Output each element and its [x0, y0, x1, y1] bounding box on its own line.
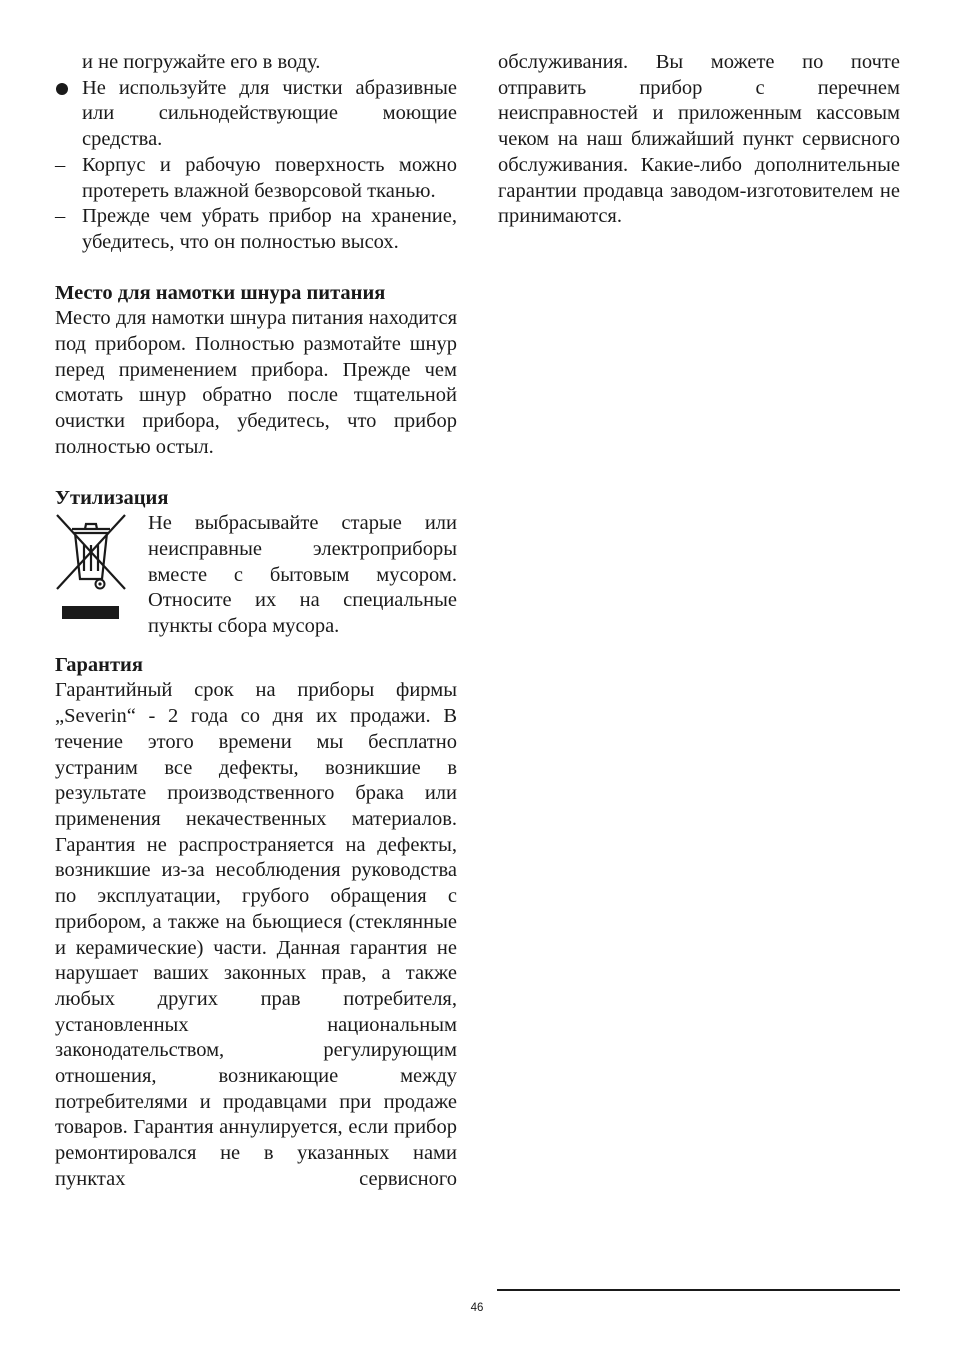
- right-column: [498, 50, 900, 230]
- list-item: [55, 204, 457, 255]
- disposal-body: Не выбрасывайте старые или неисправные электроприборы вместе с бытовым мусором. Относите их на специальные пункты сбора мусора.: [148, 512, 457, 638]
- list-item-text: Прежде чем убрать прибор на хранение, убедитесь, что он полностью высох.: [82, 205, 457, 253]
- dash-marker: –: [55, 205, 66, 228]
- disposal-section: [55, 511, 457, 640]
- warranty-body: Гарантийный срок на приборы фирмы „Severin“ - 2 года со дня их продажи. В течение этого времени мы бесплатно устраним все дефекты, возникшие в результате производственного брака или применения некачественных материалов. Гарантия не распространяется на дефекты, возникшие из-за несоблюдения руководства по эксплуатации, грубого обращения с прибором, а также на бьющиеся (стеклянные и керамические) части. Данная гарантия не нарушает ваших законных прав, а также любых других прав потребителя, установленных национальным законодательством, регулирующим отношения, возникающие между потребителями и продавцами при продаже товаров. Гарантия аннулируется, если прибор ремонтировался не в указанных нами пунктах сервисного: [55, 679, 457, 1190]
- page-number: 46: [470, 1302, 484, 1314]
- left-column: [55, 50, 457, 1193]
- intro-continuation: и не погружайте его в воду.: [82, 51, 321, 73]
- list-item-text: Корпус и рабочую поверхность можно протереть влажной безворсовой тканью.: [82, 153, 457, 202]
- footer-divider: [497, 1289, 900, 1291]
- warranty-continuation: обслуживания. Вы можете по почте отправить прибор с перечнем неисправностей и приложенным кассовым чеком на наш ближайший пункт сервисного обслуживания. Какие-либо дополнительные гарантии продавца заводом-изготовителем не принимаются.: [498, 51, 900, 228]
- list-item-text: Не используйте для чистки абразивные или сильнодействующие моющие средства.: [82, 76, 457, 151]
- list-item: [55, 76, 457, 153]
- bullet-icon: [56, 83, 68, 95]
- dash-marker: –: [55, 153, 66, 176]
- disposal-heading: Утилизация: [55, 486, 169, 509]
- cord-storage-heading: Место для намотки шнура питания: [55, 281, 386, 304]
- weee-bar: [62, 606, 119, 619]
- cord-storage-body: Место для намотки шнура питания находится под прибором. Полностью размотайте шнур перед применением прибора. Прежде чем смотать шнур обратно после тщательной очистки прибора, убедитесь, что прибор полностью остыл.: [55, 307, 457, 458]
- warranty-heading: Гарантия: [55, 653, 143, 676]
- list-item: [55, 153, 457, 204]
